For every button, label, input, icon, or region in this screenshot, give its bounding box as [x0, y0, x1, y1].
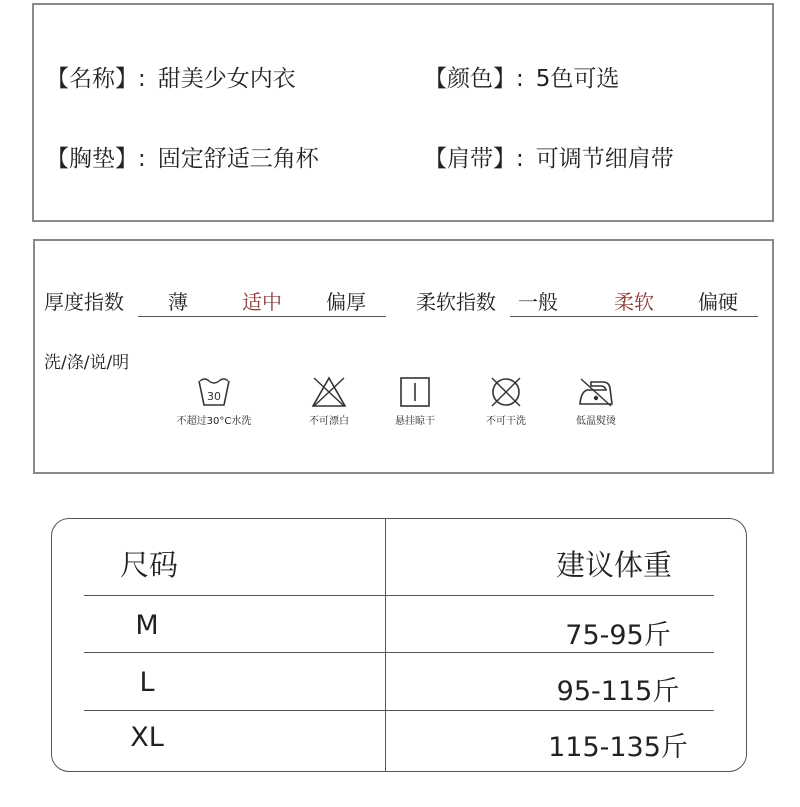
size-header: 尺码 — [119, 548, 179, 582]
softness-label: 柔软指数 — [416, 290, 496, 314]
strap-row — [424, 140, 674, 173]
table-row-weight: 75-95斤 — [565, 620, 671, 651]
table-row-weight: 115-135斤 — [548, 732, 688, 763]
pad-row — [46, 140, 319, 173]
strap-label: 【肩带】: — [424, 146, 524, 172]
care-item-no-dry-clean — [461, 376, 551, 427]
wash-temp-text: 30 — [207, 390, 221, 403]
name-value: 甜美少女内衣 — [157, 66, 296, 92]
softness-option-normal: 一般 — [518, 290, 558, 314]
hang-dry-icon — [399, 376, 431, 408]
thickness-scale — [138, 286, 386, 317]
pad-value: 固定舒适三角杯 — [157, 146, 319, 172]
care-item-no-bleach — [284, 376, 374, 427]
care-label-no-bleach: 不可漂白 — [309, 416, 349, 427]
weight-header: 建议体重 — [555, 548, 673, 582]
softness-scale — [510, 286, 758, 317]
wash-30-icon — [197, 376, 231, 408]
strap-value: 可调节细肩带 — [535, 146, 674, 172]
softness-option-soft: 柔软 — [614, 290, 654, 314]
table-row-size: M — [135, 610, 159, 641]
color-value: 5色可选 — [535, 66, 620, 92]
no-dry-clean-icon — [488, 376, 524, 408]
care-label-wash: 不超过30°C水洗 — [176, 416, 252, 427]
softness-option-hard: 偏硬 — [698, 290, 738, 314]
color-row — [424, 60, 619, 93]
product-info-box — [32, 3, 774, 222]
size-table — [51, 518, 747, 772]
thickness-label: 厚度指数 — [44, 290, 124, 314]
care-title: 洗/涤/说/明 — [44, 353, 130, 373]
care-item-hang-dry — [370, 376, 460, 427]
care-item-wash — [169, 376, 259, 427]
table-column-divider — [385, 519, 386, 771]
low-iron-icon — [577, 376, 615, 408]
table-row-weight: 95-115斤 — [556, 676, 680, 707]
thickness-option-thin: 薄 — [168, 290, 188, 314]
care-label-hang-dry: 悬挂晾干 — [395, 416, 435, 427]
table-row-size: L — [139, 667, 155, 698]
thickness-option-medium: 适中 — [242, 290, 282, 314]
no-bleach-icon — [311, 376, 347, 408]
name-label: 【名称】: — [46, 66, 146, 92]
table-header-divider — [84, 595, 714, 596]
name-row — [46, 60, 296, 93]
table-row-divider — [84, 710, 714, 711]
thickness-option-thick: 偏厚 — [326, 290, 366, 314]
color-label: 【颜色】: — [424, 66, 524, 92]
index-care-box — [33, 239, 774, 474]
care-label-no-dry-clean: 不可干洗 — [486, 416, 526, 427]
pad-label: 【胸垫】: — [46, 146, 146, 172]
care-label-low-iron: 低温熨烫 — [576, 416, 616, 427]
table-row-divider — [84, 652, 714, 653]
care-item-low-iron — [551, 376, 641, 427]
table-row-size: XL — [130, 722, 164, 753]
